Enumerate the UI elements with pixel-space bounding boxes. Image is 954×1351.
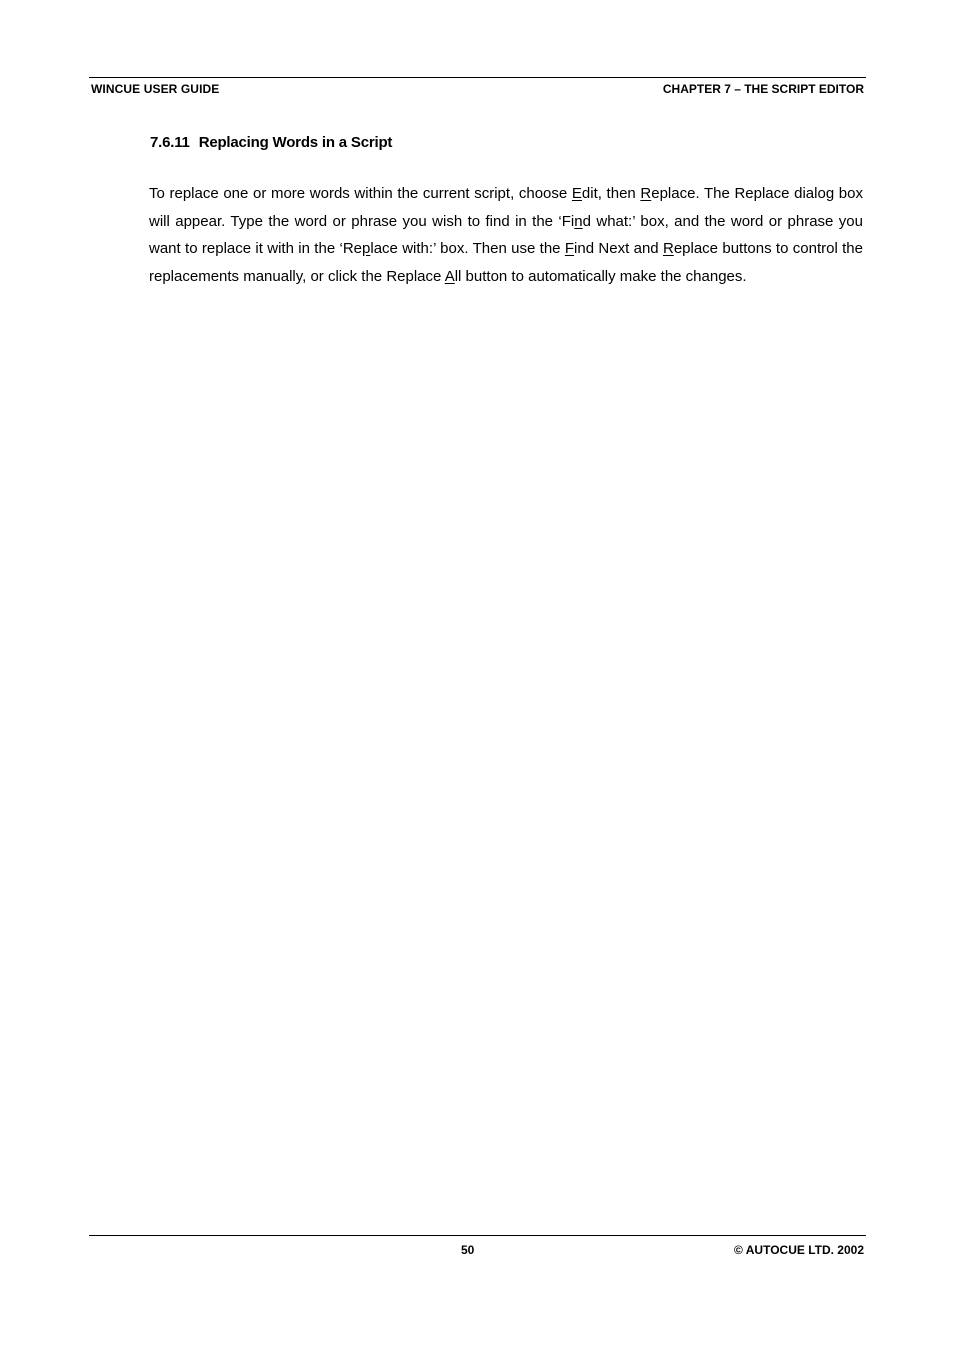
text-run: , then [597,185,641,202]
text-run: eplace buttons to control the replacements manually, or click the Replace [149,240,863,286]
section-title: Replacing Words in a Script [198,134,393,151]
replace-button-mnemonic: R [662,240,674,258]
replace-all-mnemonic: A [444,268,455,286]
text-run: dit [581,185,598,202]
copyright-notice: © AUTOCUE LTD. 2002 [734,1243,864,1257]
text-run: ll button to automatically make the changes. [454,268,747,286]
replace-menu-mnemonic: R [640,185,652,202]
text-run: eplace [651,185,696,202]
page-footer [89,1235,866,1257]
page-number: 50 [461,1243,475,1257]
find-what-mnemonic: n [574,212,583,230]
header-chapter-title: CHAPTER 7 – THE SCRIPT EDITOR [662,82,864,96]
body-paragraph [149,180,863,291]
find-next-mnemonic: F [564,240,575,258]
section-heading [150,134,392,151]
replace-with-mnemonic: p [362,240,371,258]
page-header [89,77,866,96]
text-run: To replace one or more words within the current script, choose [149,185,572,202]
text-run: ind Next and [574,240,663,258]
text-run: d what:’ box, and the word or phrase you want to replace it with in the ‘Re [149,212,863,258]
section-number: 7.6.11 [150,134,190,151]
edit-menu-mnemonic: E [571,185,582,202]
text-run: . The Replace dialog box will appear. Type the word or phrase you wish to find in the ‘Fi [149,185,863,230]
header-document-title: WINCUE USER GUIDE [91,82,220,96]
text-run: lace with:’ box. Then use the [370,240,565,258]
